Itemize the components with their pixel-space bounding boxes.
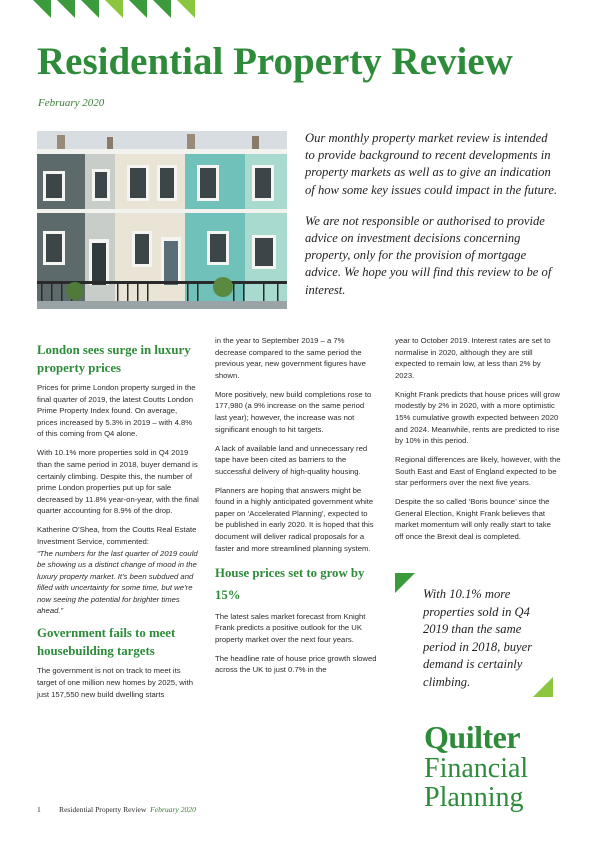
- logo-line-1: Quilter: [424, 719, 521, 755]
- page-number: 1: [37, 805, 41, 814]
- body-paragraph: Katherine O’Shea, from the Coutts Real Estate Investment Service, commented:: [37, 525, 197, 546]
- triangle-icon: [129, 0, 147, 18]
- pull-quote: With 10.1% more properties sold in Q4 2019 than the same period in 2018, buyer demand is certainly climbing.: [423, 587, 533, 689]
- body-paragraph: A lack of available land and unnecessary red tape have been cited as barriers to the successful delivery of high-quality housing.: [215, 443, 368, 476]
- disclaimer-paragraph: We are not responsible or authorised to provide advice on investment decisions concerning property, only for the provision of mortgage advice. We hope you will find this review to be of interest.: [305, 213, 552, 297]
- terraced-houses-photo: [37, 131, 287, 309]
- triangle-icon: [57, 0, 75, 18]
- footer-date: February 2020: [150, 805, 196, 814]
- body-paragraph: year to October 2019. Interest rates are set to normalise in 2020, although they are still expected to remain low, at less than 2% by 2023.: [395, 336, 551, 380]
- section-heading-london: London sees surge in luxury property prices: [37, 343, 191, 375]
- body-paragraph: Prices for prime London property surged in the final quarter of 2019, the latest Coutts London Prime Property Index found. On average, prices increased by 5.3% in 2019 – with 4.8% of this coming from Q4 alone.: [37, 383, 196, 439]
- article-column-1: [37, 335, 199, 708]
- body-paragraph: The headline rate of house price growth slowed across the UK to just 0.7% in the: [215, 653, 377, 675]
- triangle-icon: [153, 0, 171, 18]
- triangle-icon: [105, 0, 123, 18]
- intro-text: [305, 130, 560, 313]
- triangle-icon: [533, 677, 553, 697]
- decorative-triangles: [33, 0, 201, 18]
- body-paragraph: in the year to September 2019 – a 7% decrease compared to the same period the previous year, new government figures have shown.: [215, 336, 366, 380]
- body-paragraph: The government is not on track to meet its target of one million new homes by 2025, with just 157,550 new build dwelling starts: [37, 666, 193, 699]
- triangle-icon: [177, 0, 195, 18]
- intro-paragraph: Our monthly property market review is intended to provide background to recent developments in property markets as well as to give an indication of how some key issues could impact in the future.: [305, 131, 558, 197]
- body-paragraph: Despite the so called ‘Boris bounce’ since the General Election, Knight Frank believes that market momentum will only really start to take off once the Brexit deal is completed.: [395, 497, 551, 542]
- triangle-icon: [395, 573, 415, 593]
- issue-date: February 2020: [38, 97, 105, 109]
- body-paragraph: With 10.1% more properties sold in Q4 2019 than the same period in 2018, buyer demand is certainly climbing. Despite this, the number of prime London properties put up for sale decreased by 11.8% year-on-year, with the final quarter accounting for 8.9% of the drop.: [37, 448, 199, 516]
- section-heading-house-prices: House prices set to grow by 15%: [215, 565, 365, 602]
- logo-line-3: Planning: [424, 782, 524, 813]
- quilter-logo: [424, 720, 528, 812]
- footer-title: Residential Property Review: [59, 805, 147, 814]
- body-paragraph: Regional differences are likely, however, with the South East and East of England expected to be star performers over the next five years.: [395, 455, 561, 488]
- article-column-2: [215, 335, 378, 683]
- quote-paragraph: “The numbers for the last quarter of 2019 could be showing us a distinct change of mood in the luxury property market. It’s been subdued and filled with uncertainty for some time, but we’re now seeing the potential for brighter times ahead.”: [37, 548, 198, 616]
- page-title: Residential Property Review: [37, 40, 513, 83]
- triangle-icon: [81, 0, 99, 18]
- body-paragraph: The latest sales market forecast from Knight Frank predicts a positive outlook for the UK property market over the next four years.: [215, 611, 366, 644]
- body-paragraph: Knight Frank predicts that house prices will grow modestly by 2% in 2020, with a more optimistic 15% cumulative growth expected between 2020 and 2024. Meanwhile, rents are predicted to rise by 10% in this period.: [395, 389, 560, 446]
- logo-line-2: Financial: [424, 753, 529, 784]
- body-paragraph: More positively, new build completions rose to 177,980 (a 9% increase on the same period last year); however, the increase was not significant enough to hit targets.: [215, 389, 372, 434]
- article-column-3: [395, 335, 561, 550]
- section-heading-housebuilding: Government fails to meet housebuilding targets: [37, 626, 176, 659]
- body-paragraph: Planners are hoping that answers might be found in a highly anticipated government white paper on ‘Accelerated Planning’, expected to be published in early 2020. It is hoped that this document will deliver radical proposals for a faster and more streamlined planning system.: [215, 485, 374, 553]
- page-footer: [37, 805, 196, 814]
- triangle-icon: [33, 0, 51, 18]
